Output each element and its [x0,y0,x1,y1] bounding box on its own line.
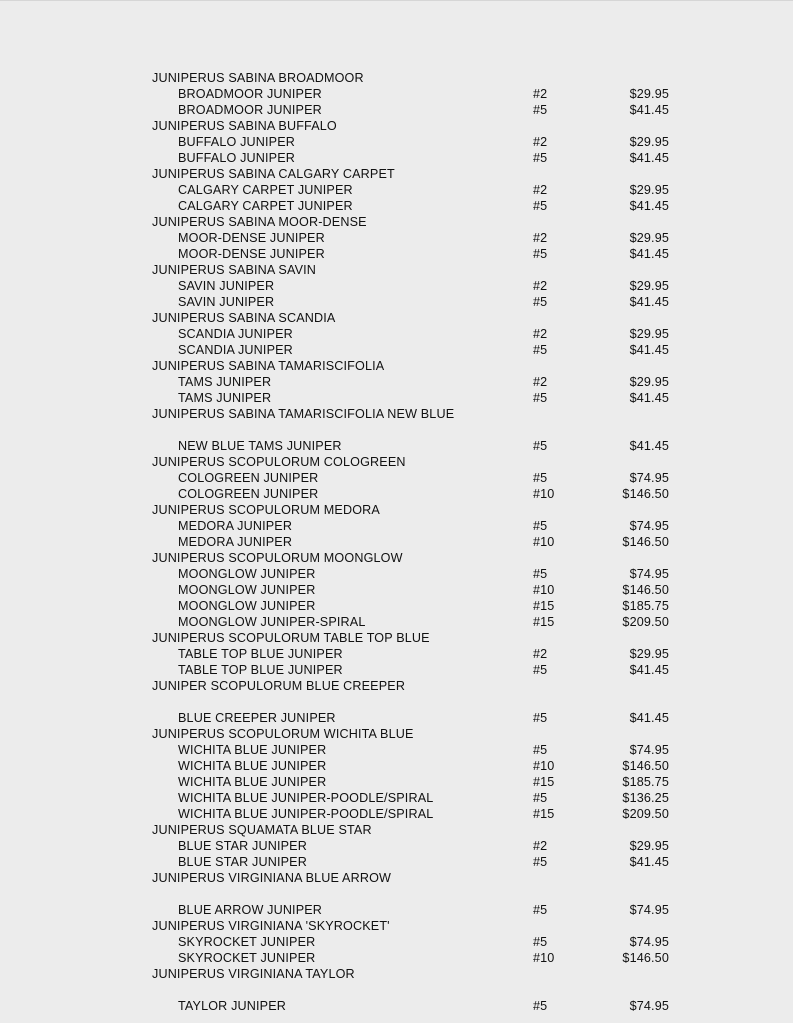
price-list-item [152,742,672,758]
container-size: #2 [533,647,548,661]
item-price: $41.45 [629,199,669,213]
species-heading [152,918,672,934]
price-list-item [152,246,672,262]
species-heading-text: JUNIPERUS SCOPULORUM COLOGREEN [152,455,406,469]
container-size: #15 [533,615,555,629]
item-name: BUFFALO JUNIPER [178,135,296,149]
item-name: CALGARY CARPET JUNIPER [178,183,353,197]
species-heading [152,214,672,230]
species-heading-text: JUNIPERUS SCOPULORUM MOONGLOW [152,551,403,565]
price-list-item [152,518,672,534]
container-size: #5 [533,151,548,165]
item-price: $209.50 [622,807,669,821]
item-name: COLOGREEN JUNIPER [178,487,319,501]
container-size: #5 [533,519,548,533]
item-name: TAYLOR JUNIPER [178,999,286,1013]
species-heading [152,118,672,134]
item-name: TAMS JUNIPER [178,391,272,405]
item-price: $209.50 [622,615,669,629]
item-name: MOONGLOW JUNIPER [178,599,316,613]
page-top-border [0,0,793,1]
price-list-item [152,294,672,310]
price-list-item [152,230,672,246]
price-list-item [152,582,672,598]
item-price: $29.95 [629,327,669,341]
price-list-item [152,566,672,582]
item-price: $41.45 [629,151,669,165]
container-size: #5 [533,439,548,453]
item-price: $41.45 [629,439,669,453]
container-size: #2 [533,327,548,341]
price-list-item [152,902,672,918]
item-price: $41.45 [629,663,669,677]
species-heading-text: JUNIPER SCOPULORUM BLUE CREEPER [152,679,406,693]
container-size: #5 [533,343,548,357]
item-name: WICHITA BLUE JUNIPER-POODLE/SPIRAL [178,791,434,805]
species-heading-text: JUNIPERUS SABINA BROADMOOR [152,71,364,85]
item-price: $29.95 [629,647,669,661]
container-size: #5 [533,247,548,261]
species-heading [152,966,672,982]
price-list-item [152,998,672,1014]
container-size: #10 [533,759,555,773]
item-price: $185.75 [622,599,669,613]
species-heading-text: JUNIPERUS VIRGINIANA TAYLOR [152,967,355,981]
price-list-item [152,438,672,454]
price-list-item [152,662,672,678]
item-name: SCANDIA JUNIPER [178,327,293,341]
container-size: #5 [533,711,548,725]
species-heading [152,262,672,278]
item-price: $146.50 [622,583,669,597]
species-heading-text: JUNIPERUS SABINA TAMARISCIFOLIA NEW BLUE [152,407,455,421]
item-price: $146.50 [622,951,669,965]
price-list-item [152,710,672,726]
price-list-item [152,758,672,774]
container-size: #15 [533,599,555,613]
container-size: #5 [533,471,548,485]
item-price: $41.45 [629,343,669,357]
container-size: #10 [533,535,555,549]
species-heading [152,678,672,694]
item-name: SAVIN JUNIPER [178,295,275,309]
item-price: $41.45 [629,247,669,261]
species-heading-text: JUNIPERUS SCOPULORUM MEDORA [152,503,380,517]
container-size: #2 [533,375,548,389]
item-name: MOOR-DENSE JUNIPER [178,231,325,245]
species-heading-text: JUNIPERUS SABINA TAMARISCIFOLIA [152,359,385,373]
species-heading-text: JUNIPERUS SCOPULORUM TABLE TOP BLUE [152,631,430,645]
container-size: #15 [533,775,555,789]
item-name: SAVIN JUNIPER [178,279,275,293]
container-size: #5 [533,935,548,949]
item-name: BLUE STAR JUNIPER [178,839,307,853]
item-name: SCANDIA JUNIPER [178,343,293,357]
item-name: WICHITA BLUE JUNIPER [178,743,327,757]
price-list-item [152,150,672,166]
price-list-item [152,278,672,294]
species-heading-text: JUNIPERUS SCOPULORUM WICHITA BLUE [152,727,414,741]
item-price: $74.95 [629,471,669,485]
item-name: BUFFALO JUNIPER [178,151,296,165]
item-price: $41.45 [629,295,669,309]
item-price: $146.50 [622,759,669,773]
item-name: WICHITA BLUE JUNIPER [178,759,327,773]
item-price: $74.95 [629,935,669,949]
container-size: #2 [533,231,548,245]
species-heading [152,454,672,470]
container-size: #5 [533,103,548,117]
container-size: #5 [533,903,548,917]
container-size: #5 [533,391,548,405]
price-list-item [152,854,672,870]
species-heading [152,630,672,646]
item-name: BROADMOOR JUNIPER [178,87,322,101]
item-name: WICHITA BLUE JUNIPER [178,775,327,789]
price-list-item [152,86,672,102]
item-price: $41.45 [629,103,669,117]
price-list-item [152,470,672,486]
container-size: #5 [533,791,548,805]
price-list-item [152,486,672,502]
price-list-item [152,950,672,966]
species-heading [152,310,672,326]
species-heading [152,822,672,838]
item-name: MOONGLOW JUNIPER [178,583,316,597]
plant-price-list [152,70,672,1014]
item-price: $29.95 [629,839,669,853]
species-heading-text: JUNIPERUS SABINA SCANDIA [152,311,336,325]
item-name: MOONGLOW JUNIPER [178,567,316,581]
species-heading [152,358,672,374]
item-name: TABLE TOP BLUE JUNIPER [178,647,343,661]
item-name: MEDORA JUNIPER [178,535,293,549]
species-heading-text: JUNIPERUS VIRGINIANA BLUE ARROW [152,871,392,885]
species-heading-text: JUNIPERUS SABINA SAVIN [152,263,317,277]
price-list-item [152,646,672,662]
item-name: COLOGREEN JUNIPER [178,471,319,485]
item-price: $136.25 [622,791,669,805]
item-name: NEW BLUE TAMS JUNIPER [178,439,342,453]
price-list-item [152,774,672,790]
species-heading [152,166,672,182]
price-list-item [152,182,672,198]
item-name: WICHITA BLUE JUNIPER-POODLE/SPIRAL [178,807,434,821]
container-size: #10 [533,583,555,597]
item-price: $29.95 [629,183,669,197]
item-name: MOONGLOW JUNIPER-SPIRAL [178,615,366,629]
container-size: #5 [533,199,548,213]
item-price: $29.95 [629,279,669,293]
item-name: BLUE STAR JUNIPER [178,855,307,869]
container-size: #5 [533,743,548,757]
item-price: $74.95 [629,903,669,917]
species-heading-text: JUNIPERUS SQUAMATA BLUE STAR [152,823,372,837]
item-name: TABLE TOP BLUE JUNIPER [178,663,343,677]
container-size: #10 [533,487,555,501]
container-size: #5 [533,999,548,1013]
container-size: #5 [533,855,548,869]
item-price: $41.45 [629,391,669,405]
container-size: #2 [533,279,548,293]
species-heading [152,70,672,86]
price-list-item [152,374,672,390]
item-name: SKYROCKET JUNIPER [178,951,316,965]
container-size: #2 [533,135,548,149]
price-list-item [152,326,672,342]
price-list-item [152,534,672,550]
item-price: $29.95 [629,87,669,101]
price-list-item [152,134,672,150]
price-list-item [152,790,672,806]
species-heading [152,502,672,518]
species-heading-text: JUNIPERUS SABINA CALGARY CARPET [152,167,395,181]
item-name: BLUE ARROW JUNIPER [178,903,323,917]
species-heading [152,726,672,742]
price-list-item [152,198,672,214]
container-size: #10 [533,951,555,965]
item-price: $74.95 [629,999,669,1013]
item-name: BROADMOOR JUNIPER [178,103,322,117]
item-name: MEDORA JUNIPER [178,519,293,533]
container-size: #2 [533,839,548,853]
container-size: #5 [533,295,548,309]
container-size: #2 [533,87,548,101]
species-heading [152,870,672,886]
price-list-item [152,934,672,950]
item-name: CALGARY CARPET JUNIPER [178,199,353,213]
price-list-item [152,598,672,614]
price-list-item [152,342,672,358]
item-name: TAMS JUNIPER [178,375,272,389]
container-size: #5 [533,567,548,581]
item-price: $74.95 [629,743,669,757]
price-list-item [152,614,672,630]
item-price: $41.45 [629,855,669,869]
price-list-item [152,102,672,118]
item-price: $29.95 [629,135,669,149]
item-name: SKYROCKET JUNIPER [178,935,316,949]
item-name: BLUE CREEPER JUNIPER [178,711,336,725]
item-price: $41.45 [629,711,669,725]
item-price: $146.50 [622,487,669,501]
container-size: #2 [533,183,548,197]
item-price: $185.75 [622,775,669,789]
container-size: #15 [533,807,555,821]
item-price: $29.95 [629,231,669,245]
price-list-item [152,390,672,406]
item-name: MOOR-DENSE JUNIPER [178,247,325,261]
species-heading-text: JUNIPERUS SABINA BUFFALO [152,119,337,133]
item-price: $74.95 [629,519,669,533]
species-heading-text: JUNIPERUS SABINA MOOR-DENSE [152,215,367,229]
item-price: $29.95 [629,375,669,389]
price-list-item [152,806,672,822]
species-heading [152,406,672,422]
item-price: $74.95 [629,567,669,581]
price-list-item [152,838,672,854]
species-heading-text: JUNIPERUS VIRGINIANA 'SKYROCKET' [152,919,390,933]
species-heading [152,550,672,566]
item-price: $146.50 [622,535,669,549]
container-size: #5 [533,663,548,677]
